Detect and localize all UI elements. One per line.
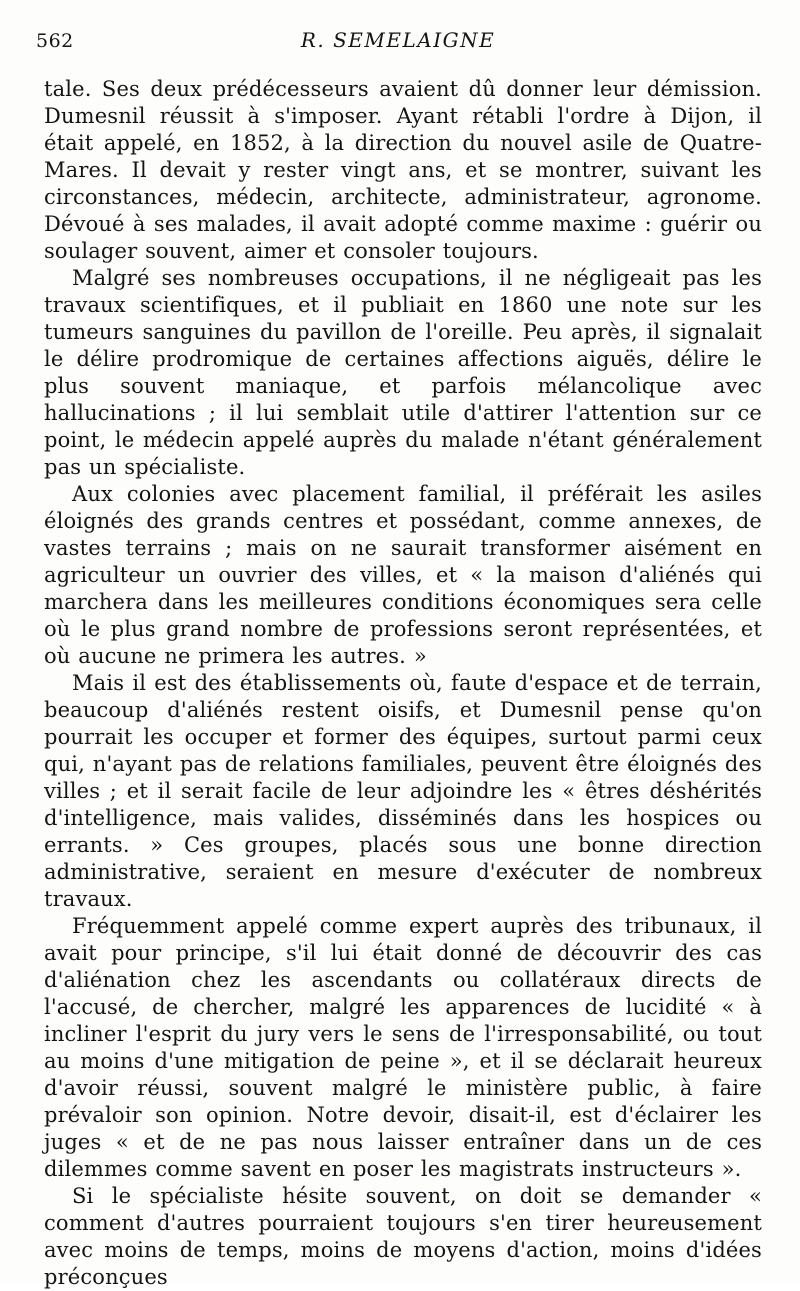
running-head-author: R. SEMELAIGNE	[300, 28, 496, 52]
paragraph: Aux colonies avec placement familial, il préférait les asiles éloignés des grands centres et possédant, comme annexes, de vastes terrains ; mais on ne saurait transformer aisément en agriculteur un ouvrier des villes, et « la maison d'aliénés qui marchera dans les meilleures conditions économiques sera celle où le plus grand nombre de professions seront représentées, et où aucune ne primera les autres. »	[44, 482, 762, 668]
paragraph: tale. Ses deux prédécesseurs avaient dû donner leur démission. Dumesnil réussit à s'imposer. Ayant rétabli l'ordre à Dijon, il était appelé, en 1852, à la direction du nouvel asile de Quatre-Mares. Il devait y rester vingt ans, et se montrer, suivant les circonstances, médecin, architecte, administrateur, agronome. Dévoué à ses malades, il avait adopté comme maxime : guérir ou soulager souvent, aimer et consoler toujours.	[44, 77, 762, 263]
body-text	[44, 76, 762, 1291]
paragraph: Malgré ses nombreuses occupations, il ne négligeait pas les travaux scientifiques, et il publiait en 1860 une note sur les tumeurs sanguines du pavillon de l'oreille. Peu après, il signalait le délire prodromique de certaines affections aiguës, délire le plus souvent maniaque, et parfois mélancolique avec hallucinations ; il lui semblait utile d'attirer l'attention sur ce point, le médecin appelé auprès du malade n'étant généralement pas un spécialiste.	[44, 266, 762, 479]
page-number: 562	[36, 30, 74, 52]
running-head	[36, 24, 760, 54]
paragraph: Si le spécialiste hésite souvent, on doit se demander « comment d'autres pourraient toujours s'en tirer heureusement avec moins de temps, moins de moyens d'action, moins d'idées préconçues	[44, 1184, 762, 1289]
paragraph: Fréquemment appelé comme expert auprès des tribunaux, il avait pour principe, s'il lui était donné de découvrir des cas d'aliénation chez les ascendants ou collatéraux directs de l'accusé, de chercher, malgré les apparences de lucidité « à incliner l'esprit du jury vers le sens de l'irresponsabilité, ou tout au moins d'une mitigation de peine », et il se déclarait heureux d'avoir réussi, souvent malgré le ministère public, à faire prévaloir son opinion. Notre devoir, disait-il, est d'éclairer les juges « et de ne pas nous laisser entraîner dans un de ces dilemmes comme savent en poser les magistrats instructeurs ».	[44, 914, 762, 1181]
paragraph: Mais il est des établissements où, faute d'espace et de terrain, beaucoup d'aliénés restent oisifs, et Dumesnil pense qu'on pourrait les occuper et former des équipes, surtout parmi ceux qui, n'ayant pas de relations familiales, peuvent être éloignés des villes ; et il serait facile de leur adjoindre les « êtres déshérités d'intelligence, mais valides, disséminés dans les hospices ou errants. » Ces groupes, placés sous une bonne direction administrative, seraient en mesure d'exécuter de nombreux travaux.	[44, 671, 762, 911]
